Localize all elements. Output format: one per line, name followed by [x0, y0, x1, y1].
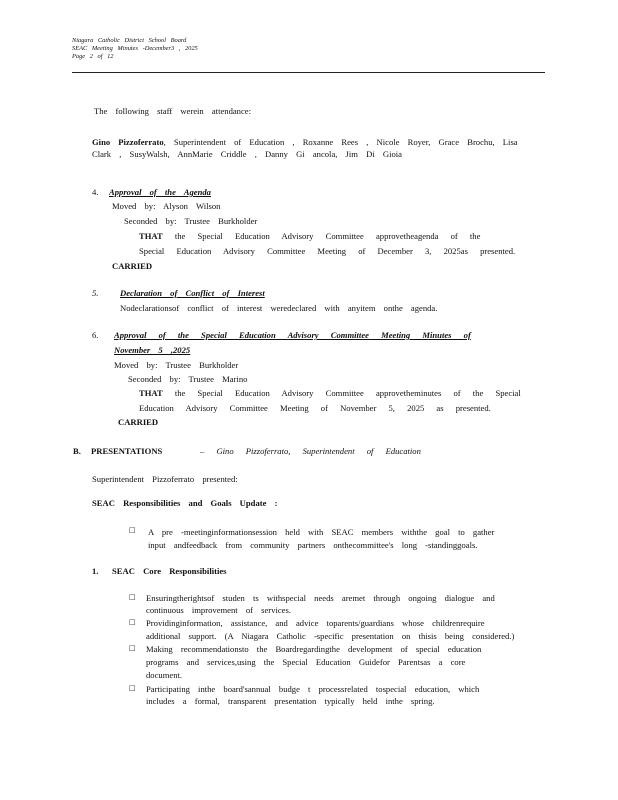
attendance-line-1 — [92, 137, 518, 147]
core-number: 1. — [92, 566, 99, 576]
section-b-bullet-line-2: input andfeedback from community partners onthecommittee's long -standinggoals. — [148, 540, 478, 550]
header-meeting-title: SEAC Meeting Minutes -December3 , 2025 — [72, 45, 198, 52]
core-item-3-line-3: document. — [146, 670, 183, 680]
section-b-heading: PRESENTATIONS — [91, 446, 163, 456]
bullet-box-icon: □ — [129, 684, 136, 692]
item-6-moved: Moved by: Trustee Burkholder — [114, 360, 239, 370]
bullet-box-icon: □ — [129, 618, 136, 626]
section-b-subheading: SEAC Responsibilities and Goals Update : — [92, 498, 278, 508]
item-4-moved: Moved by: Alyson Wilson — [112, 201, 221, 211]
item-4-title: Approval of the Agenda — [109, 187, 211, 197]
item-4-motion-text-1: the Special Education Advisory Committee approvetheagenda of the — [174, 231, 481, 241]
attendance-line-1-rest: , Superintendent of Education , Roxanne Rees , Nicole Royer, Grace Brochu, Lisa — [163, 137, 518, 147]
attendee-superintendent-name: Gino Pizzoferrato — [92, 137, 164, 147]
section-b-letter: B. — [73, 446, 81, 456]
header-board-name: Niagara Catholic District School Board — [72, 37, 187, 44]
section-b-intro: Superintendent Pizzoferrato presented: — [92, 474, 238, 484]
bullet-box-icon: □ — [129, 593, 136, 601]
item-6-motion-text-1: the Special Education Advisory Committee approvetheminutes of the Special — [174, 388, 521, 398]
core-item-4-line-2: includes a formal, transparent presentation typically held inthe spring. — [146, 696, 435, 706]
bullet-box-icon: □ — [129, 644, 136, 652]
item-6-title-line-1: Approval of the Special Education Advisory Committee Meeting Minutes of — [114, 330, 471, 340]
core-item-4-line-1: Participating inthe board'sannual budge t processrelated tospecial education, which — [146, 684, 480, 694]
attendance-intro: The following staff werein attendance: — [94, 106, 251, 116]
core-item-2-line-1: Providinginformation, assistance, and advice toparents/guardians whose childrenrequire — [146, 618, 485, 628]
item-4-motion-line-2: Special Education Advisory Committee Meeting of December 3, 2025as presented. — [139, 246, 516, 256]
bullet-box-icon: □ — [129, 526, 136, 534]
item-5-text: Nodeclarationsof conflict of interest weredeclared with anyitem onthe agenda. — [120, 303, 438, 313]
core-item-1-line-1: Ensuringtherightsof studen ts withspecial needs aremet through ongoing dialogue and — [146, 593, 495, 603]
core-item-3-line-1: Making recommendationsto the Boardregardingthe development of special education — [146, 644, 482, 654]
item-6-seconded: Seconded by: Trustee Marino — [128, 374, 248, 384]
item-6-that: THAT — [139, 388, 163, 398]
section-b-presenter: – Gino Pizzoferrato, Superintendent of Education — [200, 446, 421, 456]
item-6-title-line-2: November 5 ,2025 — [114, 345, 191, 355]
item-4-motion-line-1 — [139, 231, 480, 241]
item-5-number: 5. — [92, 288, 99, 298]
header-page-number: Page 2 of 12 — [72, 53, 114, 60]
core-item-3-line-2: programs and services,using the Special Education Guidefor Parentsas a core — [146, 657, 466, 667]
item-5-title: Declaration of Conflict of Interest — [120, 288, 265, 298]
attendance-line-2: Clark , SusyWalsh, AnnMarie Criddle , Danny Gi ancola, Jim Di Gioia — [92, 149, 402, 159]
item-4-that: THAT — [139, 231, 163, 241]
core-item-1-line-2: continuous improvement of services. — [146, 605, 291, 615]
item-4-number: 4. — [92, 187, 99, 197]
core-item-2-line-2: additional support. (A Niagara Catholic -specific presentation on thisis being considered.) — [146, 631, 515, 641]
item-6-motion-line-1 — [139, 388, 521, 398]
item-4-carried: CARRIED — [112, 261, 153, 271]
item-4-seconded: Seconded by: Trustee Burkholder — [124, 216, 258, 226]
section-b-bullet-line-1: A pre -meetinginformationsession held with SEAC members withthe goal to gather — [148, 527, 495, 537]
core-heading: SEAC Core Responsibilities — [112, 566, 227, 576]
item-6-motion-line-2: Education Advisory Committee Meeting of November 5, 2025 as presented. — [139, 403, 491, 413]
header-divider — [72, 72, 545, 73]
item-6-number: 6. — [92, 330, 99, 340]
item-6-carried: CARRIED — [118, 417, 159, 427]
